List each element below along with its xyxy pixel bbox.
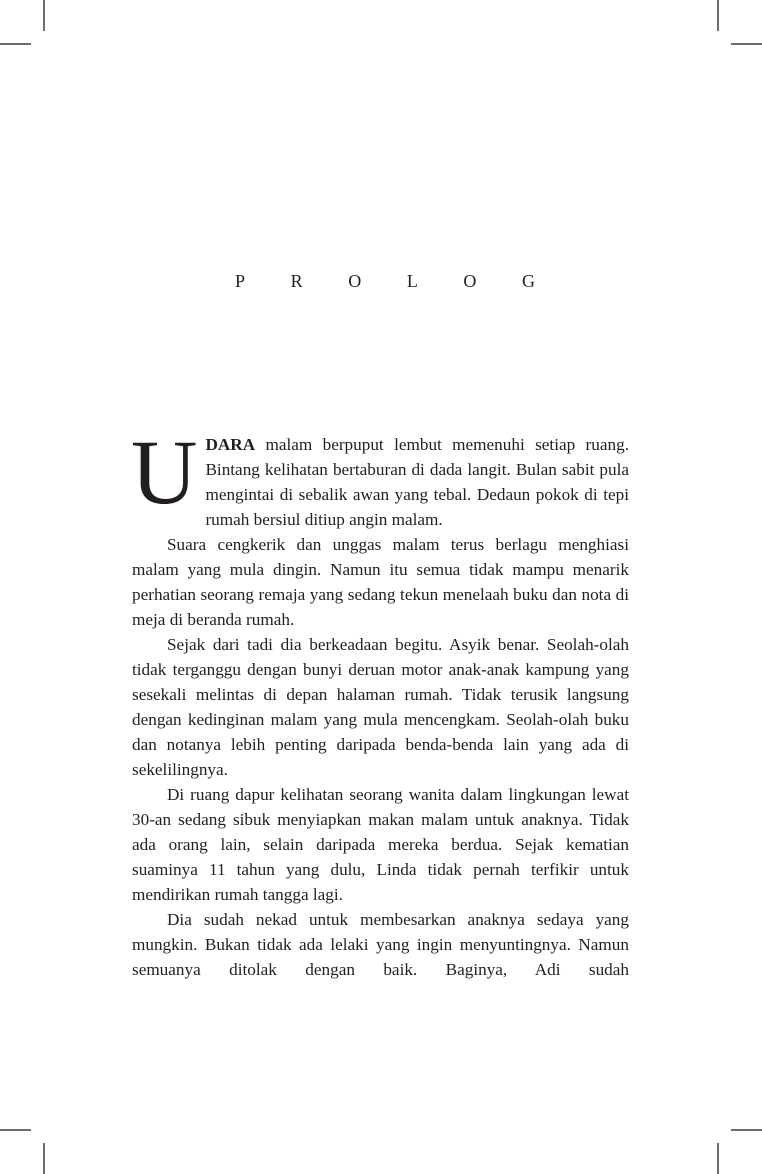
title-letter: L	[406, 271, 418, 291]
crop-mark-bottom-right-vertical	[717, 1143, 719, 1174]
title-letter: O	[463, 271, 477, 291]
crop-mark-top-left-horizontal	[0, 43, 31, 45]
crop-mark-bottom-right-horizontal	[731, 1129, 762, 1131]
drop-cap: U	[131, 421, 198, 523]
paragraph-text: malam berpuput lembut memenuhi setiap ruang. Bintang kelihatan bertaburan di dada langit. Bulan sabit pula mengintai di sebalik awan yang tebal. Dedaun pokok di tepi rumah bersiul ditiup angin malam.	[205, 435, 629, 529]
paragraph: Suara cengkerik dan unggas malam terus berlagu menghiasi malam yang mula dingin. Namun itu semua tidak mampu menarik perhatian seorang remaja yang sedang tekun menelaah buku dan nota di meja di beranda rumah.	[132, 535, 629, 629]
paragraph: Di ruang dapur kelihatan seorang wanita dalam lingkungan lewat 30-an sedang sibuk menyiapkan makan malam untuk anaknya. Tidak ada orang lain, selain daripada mereka berdua. Sejak kematian suaminya 11 tahun yang dulu, Linda tidak pernah terfikir untuk mendirikan rumah tangga lagi.	[132, 785, 629, 904]
chapter-title	[235, 271, 535, 293]
paragraph	[131, 421, 629, 532]
title-letter: R	[290, 271, 303, 291]
body-text	[131, 421, 629, 982]
crop-mark-top-right-horizontal	[731, 43, 762, 45]
title-letter: P	[235, 271, 246, 291]
crop-mark-top-left-vertical	[43, 0, 45, 31]
paragraph: Sejak dari tadi dia berkeadaan begitu. Asyik benar. Seolah-olah tidak terganggu dengan bunyi deruan motor anak-anak kampung yang sesekali melintas di depan halaman rumah. Tidak terusik langsung dengan kedinginan malam yang mula mencengkam. Seolah-olah buku dan notanya lebih penting daripada benda-benda lain yang ada di sekelilingnya.	[132, 635, 629, 779]
title-letter: G	[522, 271, 535, 291]
lead-in: DARA	[205, 435, 256, 454]
crop-mark-top-right-vertical	[717, 0, 719, 31]
crop-mark-bottom-left-vertical	[43, 1143, 45, 1174]
title-letter: O	[348, 271, 362, 291]
paragraph: Dia sudah nekad untuk membesarkan anaknya sedaya yang mungkin. Bukan tidak ada lelaki yang ingin menyuntingnya. Namun semuanya ditolak dengan baik. Baginya, Adi sudah	[132, 910, 629, 979]
crop-mark-bottom-left-horizontal	[0, 1129, 31, 1131]
